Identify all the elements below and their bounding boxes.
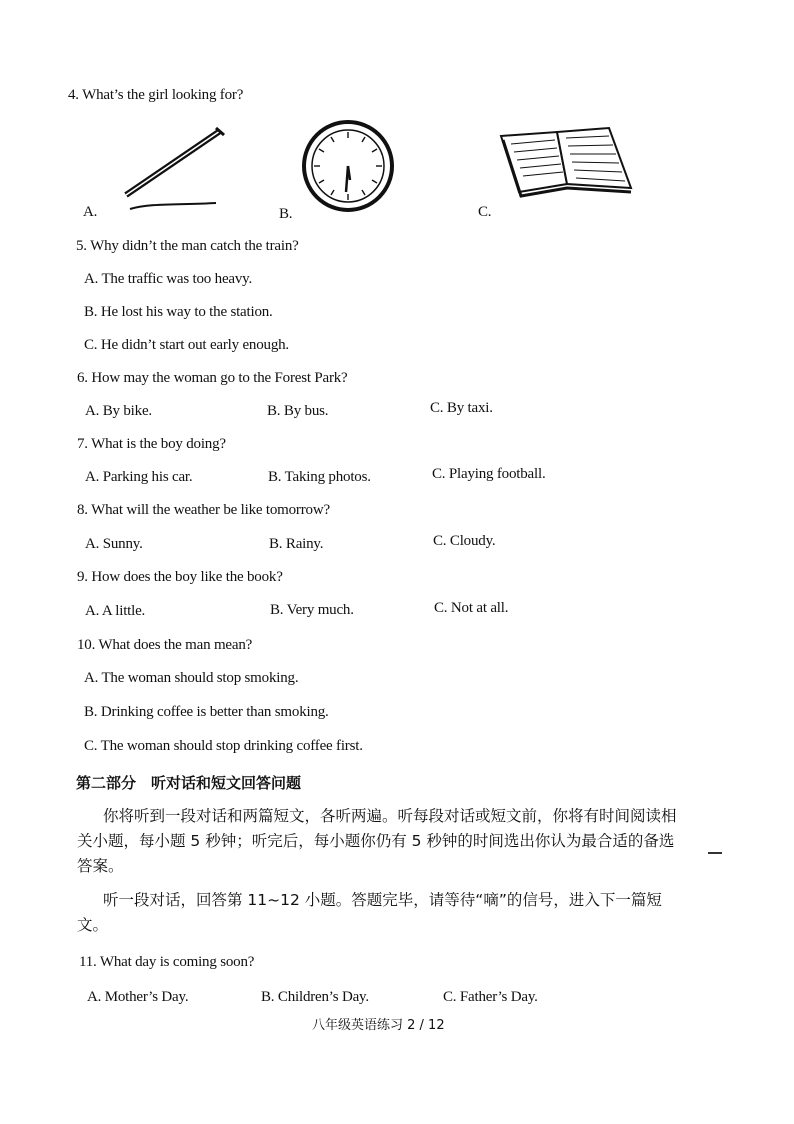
q8-option-c: C. Cloudy. (433, 533, 496, 549)
q9-option-b: B. Very much. (270, 602, 354, 618)
option-c-label: C. (478, 204, 492, 220)
question-8: 8. What will the weather be like tomorrow? (77, 502, 330, 518)
scan-dash-artifact (708, 852, 722, 854)
section-instructions: 你将听到一段对话和两篇短文，各听两遍。听每段对话或短文前，你将有时间阅读相关小题，每小题 5 秒钟；听完后，每小题你仍有 5 秒钟的时间选出你认为最合适的备选答案。 (77, 807, 677, 875)
q7-option-b: B. Taking photos. (268, 469, 371, 485)
q9-option-c: C. Not at all. (434, 600, 509, 616)
question-6: 6. How may the woman go to the Forest Park? (77, 370, 348, 386)
q5-option-b: B. He lost his way to the station. (84, 304, 273, 320)
q5-option-a: A. The traffic was too heavy. (84, 271, 253, 287)
page-footer: 八年级英语练习 2 / 12 (312, 1018, 445, 1033)
q10-option-b: B. Drinking coffee is better than smoking. (84, 704, 329, 720)
q8-option-b: B. Rainy. (269, 536, 324, 552)
option-b-label: B. (279, 206, 293, 222)
pencil-icon (120, 125, 232, 217)
q10-option-a: A. The woman should stop smoking. (84, 670, 299, 686)
q9-option-a: A. A little. (85, 603, 146, 619)
q6-option-c: C. By taxi. (430, 400, 493, 416)
question-7: 7. What is the boy doing? (77, 436, 226, 452)
q10-option-c: C. The woman should stop drinking coffee first. (84, 738, 363, 754)
q11-option-b: B. Children’s Day. (261, 989, 369, 1005)
option-a-label: A. (83, 204, 98, 220)
q11-option-c: C. Father’s Day. (443, 989, 538, 1005)
question-5: 5. Why didn’t the man catch the train? (76, 238, 299, 254)
question-9: 9. How does the boy like the book? (77, 569, 283, 585)
clock-icon (301, 118, 395, 214)
question-10: 10. What does the man mean? (77, 637, 253, 653)
section-title: 第二部分 听对话和短文回答问题 (76, 774, 302, 792)
open-book-icon (497, 126, 635, 196)
q7-option-a: A. Parking his car. (85, 469, 193, 485)
q8-option-a: A. Sunny. (85, 536, 143, 552)
q6-option-b: B. By bus. (267, 403, 329, 419)
q5-option-c: C. He didn’t start out early enough. (84, 337, 289, 353)
q7-option-c: C. Playing football. (432, 466, 546, 482)
question-4: 4. What’s the girl looking for? (68, 87, 244, 103)
section-lead: 听一段对话，回答第 11~12 小题。答题完毕，请等待“嘀”的信号，进入下一篇短文。 (77, 891, 662, 934)
q6-option-a: A. By bike. (85, 403, 152, 419)
question-11: 11. What day is coming soon? (79, 954, 255, 970)
q11-option-a: A. Mother’s Day. (87, 989, 189, 1005)
